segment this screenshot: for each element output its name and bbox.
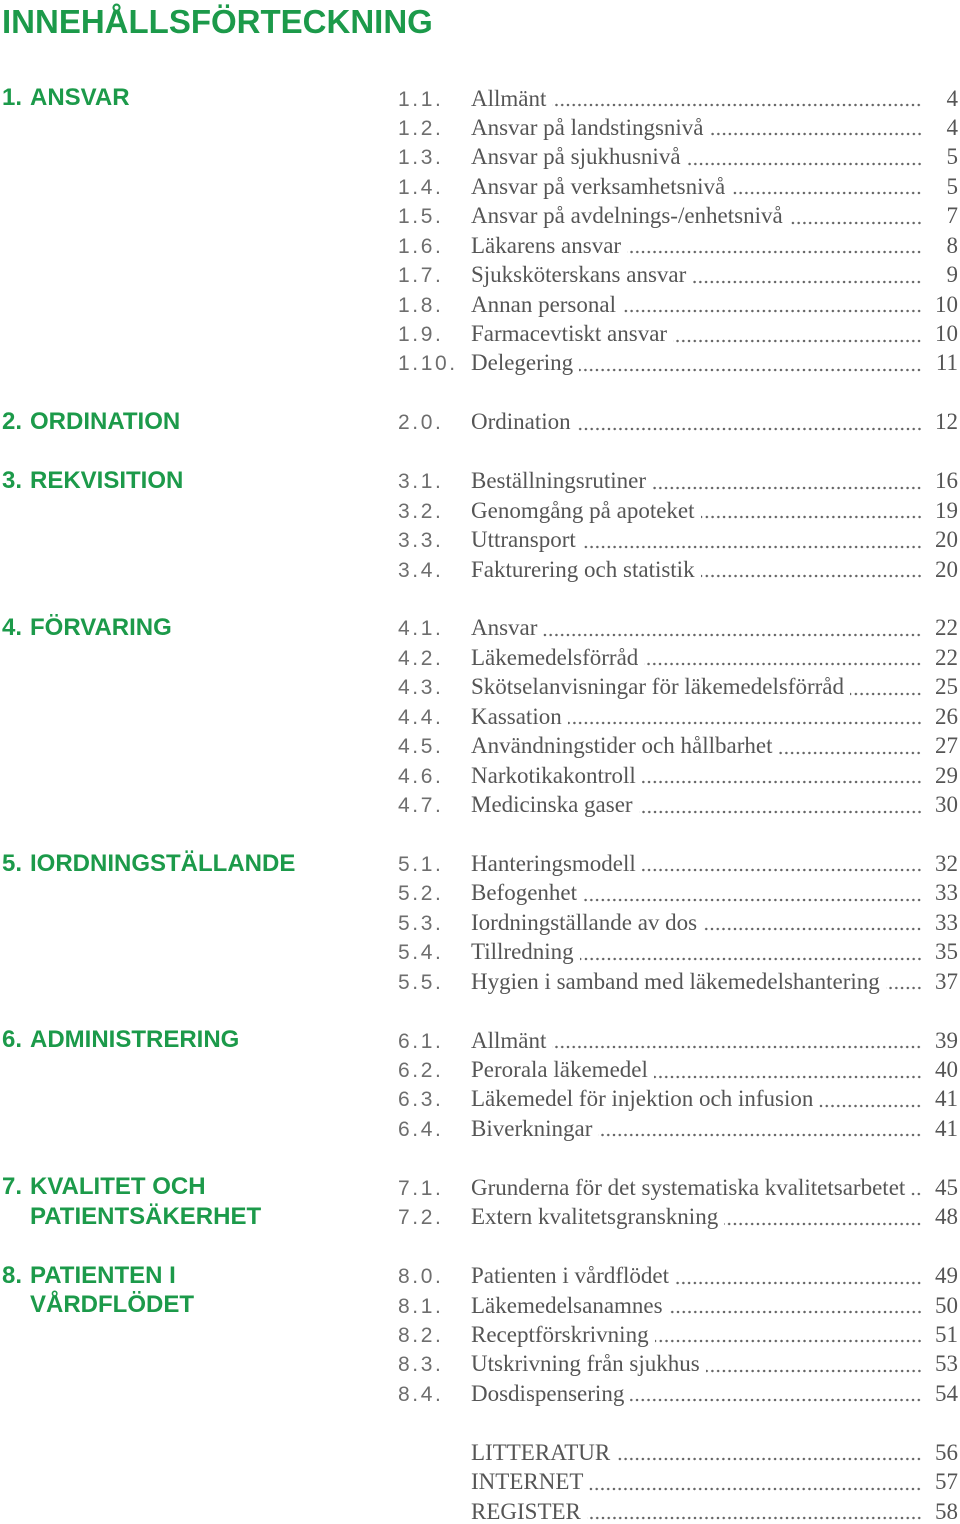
toc-entry [398, 497, 958, 523]
section-title [30, 1261, 194, 1320]
toc-entry [398, 909, 958, 935]
toc-section [0, 466, 960, 582]
page-number: 20 [935, 556, 958, 582]
entry-number: 7.2. [398, 1206, 444, 1230]
toc-entry [398, 1115, 958, 1141]
section-heading [2, 407, 180, 436]
page-number: 5 [946, 173, 958, 199]
entry-title: Iordningställande av dos [471, 909, 698, 935]
page-number: 27 [935, 733, 958, 759]
page-number: 19 [935, 497, 958, 523]
toc-section [0, 84, 960, 376]
entry-title: Hanteringsmodell [471, 850, 636, 876]
entry-number: 6.4. [398, 1117, 444, 1141]
toc-entry [398, 1027, 958, 1053]
page-number: 54 [935, 1380, 958, 1406]
page-number: 11 [935, 350, 958, 376]
dot-leader [552, 88, 922, 110]
page-number: 32 [935, 850, 958, 876]
toc-entry [398, 1265, 958, 1287]
page-number: 39 [935, 1027, 958, 1053]
dot-leader [577, 411, 922, 433]
section-number: 3. [2, 466, 23, 494]
section-title-line: ADMINISTRERING [30, 1026, 240, 1054]
entry-number: 5.1. [398, 852, 444, 876]
toc-entry [398, 352, 958, 374]
entry-title: Perorala läkemedel [471, 1057, 648, 1083]
page-number: 51 [935, 1321, 958, 1347]
section-title-line: KVALITET OCH [30, 1173, 206, 1201]
toc-entry [398, 941, 958, 963]
page-number: 20 [935, 527, 958, 553]
dot-leader [552, 1030, 922, 1052]
section-title-line: IORDNINGSTÄLLANDE [30, 849, 296, 877]
page-number: 4 [946, 85, 958, 111]
section-heading [2, 1172, 261, 1231]
entry-title: Läkemedelsanamnes [471, 1292, 663, 1318]
entry-title: Dosdispensering [471, 1380, 625, 1406]
dot-leader [598, 1118, 922, 1140]
page-number: 12 [935, 409, 958, 435]
toc-section [0, 408, 960, 436]
dot-leader [701, 559, 922, 581]
dot-leader [568, 706, 922, 728]
page-number: 4 [946, 114, 958, 140]
section-number: 8. [2, 1261, 23, 1289]
entry-title: Befogenhet [471, 880, 578, 906]
page-number: 25 [935, 674, 958, 700]
dot-leader [706, 1353, 922, 1375]
entry-number: 3.2. [398, 499, 444, 523]
entry-title: Utskrivning från sjukhus [471, 1351, 700, 1377]
entry-number: 7.1. [398, 1176, 444, 1200]
toc-entry [398, 617, 958, 639]
toc-entry [398, 264, 958, 286]
entry-title: Hygien i samband med läkemedelshantering [471, 968, 880, 994]
page-number: 22 [935, 644, 958, 670]
dot-leader [673, 323, 922, 345]
toc-entry [398, 1059, 958, 1081]
dot-leader [652, 470, 922, 492]
page-number: 37 [935, 968, 958, 994]
entry-title: Farmacevtiskt ansvar [471, 321, 668, 346]
entry-number: 5.3. [398, 911, 444, 935]
page-number: 33 [935, 880, 958, 906]
page-number: 56 [935, 1439, 958, 1465]
toc-entry [398, 735, 958, 757]
entry-title: Kassation [471, 703, 562, 729]
page-number: 35 [935, 939, 958, 965]
entry-number: 8.4. [398, 1382, 444, 1406]
toc-entry [398, 1321, 958, 1347]
entry-number: 6.1. [398, 1029, 444, 1053]
entry-number: 8.3. [398, 1353, 444, 1377]
entry-title: Fakturering och statistik [471, 556, 695, 582]
section-title [30, 1172, 261, 1231]
entry-title: Beställningsrutiner [471, 468, 647, 494]
dot-leader [911, 1177, 922, 1199]
dot-leader [850, 676, 922, 698]
entry-number: 8.2. [398, 1323, 444, 1347]
entry-number: 3.4. [398, 558, 444, 582]
dot-leader [731, 176, 922, 198]
section-title [30, 407, 180, 436]
toc-entry [398, 1174, 958, 1200]
dot-leader [701, 500, 922, 522]
entry-number: 1.5. [398, 205, 444, 229]
dot-leader [642, 765, 922, 787]
page-number: 29 [935, 762, 958, 788]
entry-title: Skötselanvisningar för läkemedelsförråd [471, 674, 844, 700]
toc-section [0, 1261, 960, 1406]
dot-leader [687, 146, 922, 168]
page-number: 49 [935, 1263, 958, 1289]
entry-number: 1.4. [398, 175, 444, 199]
page-number: 45 [935, 1174, 958, 1200]
entry-title: Annan personal [471, 291, 616, 317]
dot-leader [710, 117, 922, 139]
toc-entry [398, 882, 958, 904]
entry-number: 1.1. [398, 87, 444, 111]
page-number: 9 [946, 262, 958, 288]
entry-title: LITTERATUR [471, 1439, 611, 1465]
dot-leader [543, 617, 922, 639]
section-heading [2, 849, 295, 878]
entry-title: Allmänt [471, 1027, 547, 1053]
entry-title: Ansvar på sjukhusnivå [471, 144, 681, 170]
toc-entry [398, 1439, 958, 1465]
entry-title: Ansvar [471, 615, 538, 641]
back-matter [0, 1439, 960, 1524]
section-title [30, 83, 130, 112]
entry-number: 6.3. [398, 1088, 444, 1112]
dot-leader [583, 882, 922, 904]
toc-section [0, 614, 960, 818]
toc-entry [398, 703, 958, 729]
dot-leader [642, 853, 922, 875]
toc-entry [398, 644, 958, 670]
section-title-line: ORDINATION [30, 408, 181, 436]
section-number: 2. [2, 408, 23, 436]
section-number: 4. [2, 614, 23, 642]
section-title [30, 1025, 239, 1054]
page-number: 57 [935, 1469, 958, 1495]
entry-number: 1.3. [398, 146, 444, 170]
toc-entry [398, 529, 958, 551]
entry-title: INTERNET [471, 1469, 584, 1495]
toc-entry [398, 146, 958, 168]
entry-title: Användningstider och hållbarhet [471, 733, 773, 759]
page-title: INNEHÅLLSFÖRTECKNING [2, 3, 433, 40]
section-title-line: REKVISITION [30, 466, 184, 494]
entry-title: Narkotikakontroll [471, 762, 636, 788]
toc-entry [398, 323, 958, 345]
section-title-line: PATIENTEN I [30, 1261, 176, 1289]
entry-number: 1.10. [398, 352, 458, 376]
toc-entry [398, 114, 958, 140]
page-number: 48 [935, 1204, 958, 1230]
dot-leader [579, 352, 922, 374]
dot-leader [703, 912, 922, 934]
entry-number: 8.1. [398, 1294, 444, 1318]
entry-number: 4.2. [398, 646, 444, 670]
dot-leader [644, 647, 922, 669]
dot-leader [692, 264, 922, 286]
entry-title: Läkemedel för injektion och infusion [471, 1086, 814, 1112]
dot-leader [630, 1383, 922, 1405]
table-of-contents [0, 84, 960, 1524]
page-number: 30 [935, 792, 958, 818]
section-heading [2, 613, 172, 642]
section-title-line: VÅRDFLÖDET [30, 1291, 194, 1319]
section-title-line: PATIENTSÄKERHET [30, 1202, 262, 1230]
page-number: 33 [935, 909, 958, 935]
entry-number: 6.2. [398, 1059, 444, 1083]
page-number: 10 [935, 321, 958, 346]
page-number: 41 [935, 1086, 958, 1112]
toc-entry [398, 794, 958, 816]
entry-title: Ordination [471, 409, 571, 435]
dot-leader [724, 1206, 922, 1228]
dot-leader [778, 735, 922, 757]
dot-leader [587, 1501, 922, 1523]
toc-entry [398, 411, 958, 433]
entry-title: Genomgång på apoteket [471, 497, 695, 523]
entry-number: 1.8. [398, 293, 444, 317]
dot-leader [627, 235, 922, 257]
toc-entry [398, 470, 958, 492]
entry-title: Delegering [471, 350, 574, 376]
dot-leader [654, 1059, 922, 1081]
section-title-line: FÖRVARING [30, 614, 172, 642]
page-number: 8 [946, 232, 958, 258]
toc-entry [398, 85, 958, 111]
section-heading [2, 1025, 239, 1054]
section-number: 6. [2, 1026, 23, 1054]
page-number: 5 [946, 144, 958, 170]
entry-title: Grunderna för det systematiska kvalitetsarbetet [471, 1174, 906, 1200]
toc-section [0, 849, 960, 994]
toc-entry [398, 1498, 958, 1524]
entry-title: Uttransport [471, 527, 576, 553]
entry-title: Extern kvalitetsgranskning [471, 1204, 719, 1230]
page-number: 16 [935, 468, 958, 494]
toc-entry [398, 205, 958, 227]
entry-number: 5.2. [398, 882, 444, 906]
section-title [30, 466, 183, 495]
page-number: 40 [935, 1057, 958, 1083]
entry-title: REGISTER [471, 1498, 581, 1524]
section-number: 1. [2, 84, 23, 112]
toc-entry [398, 676, 958, 698]
entry-number: 5.4. [398, 941, 444, 965]
toc-entry [398, 1471, 958, 1493]
toc-entry [398, 762, 958, 788]
dot-leader [675, 1265, 922, 1287]
section-heading [2, 466, 183, 495]
toc-entry [398, 1206, 958, 1228]
section-title-line: ANSVAR [30, 84, 130, 112]
section-number: 7. [2, 1173, 23, 1201]
page-number: 58 [935, 1498, 958, 1524]
dot-leader [886, 971, 922, 993]
entry-title: Biverkningar [471, 1115, 593, 1141]
toc-entry [398, 1380, 958, 1406]
dot-leader [589, 1471, 922, 1493]
entry-title: Patienten i vårdflödet [471, 1263, 669, 1289]
dot-leader [580, 941, 922, 963]
page-number: 50 [935, 1292, 958, 1318]
entry-number: 4.5. [398, 735, 444, 759]
section-heading [2, 83, 130, 112]
toc-entry [398, 1292, 958, 1318]
toc-entry [398, 850, 958, 876]
section-title [30, 613, 172, 642]
entry-title: Allmänt [471, 85, 547, 111]
entry-title: Tillredning [471, 939, 574, 965]
entry-number: 4.3. [398, 676, 444, 700]
entry-number: 3.1. [398, 470, 444, 494]
toc-entry [398, 232, 958, 258]
page-number: 7 [946, 203, 958, 229]
page-number: 10 [935, 291, 958, 317]
dot-leader [582, 529, 922, 551]
dot-leader [819, 1088, 922, 1110]
page-number: 26 [935, 703, 958, 729]
entry-number: 4.4. [398, 705, 444, 729]
dot-leader [616, 1442, 922, 1464]
entry-number: 1.7. [398, 264, 444, 288]
page-number: 41 [935, 1115, 958, 1141]
dot-leader [789, 205, 922, 227]
dot-leader [655, 1324, 922, 1346]
entry-number: 1.6. [398, 234, 444, 258]
toc-entry [398, 291, 958, 317]
entry-number: 8.0. [398, 1265, 444, 1289]
dot-leader [622, 294, 922, 316]
entry-title: Sjuksköterskans ansvar [471, 262, 687, 288]
toc-entry [398, 173, 958, 199]
entry-number: 4.1. [398, 617, 444, 641]
entry-title: Ansvar på avdelnings-/enhetsnivå [471, 203, 783, 229]
toc-section [0, 1026, 960, 1141]
entry-title: Ansvar på verksamhetsnivå [471, 173, 726, 199]
entry-title: Läkemedelsförråd [471, 644, 639, 670]
entry-number: 4.7. [398, 794, 444, 818]
entry-number: 2.0. [398, 411, 444, 435]
section-title [30, 849, 295, 878]
toc-section [0, 1173, 960, 1230]
entry-number: 5.5. [398, 970, 444, 994]
toc-entry [398, 1353, 958, 1375]
dot-leader [669, 1295, 922, 1317]
entry-number: 1.2. [398, 116, 444, 140]
entry-number: 1.9. [398, 323, 444, 346]
toc-entry [398, 556, 958, 582]
section-number: 5. [2, 849, 23, 877]
entry-title: Medicinska gaser [471, 792, 633, 818]
toc-entry [398, 1088, 958, 1110]
toc-entry [398, 968, 958, 994]
page-number: 22 [935, 615, 958, 641]
entry-title: Ansvar på landstingsnivå [471, 114, 704, 140]
entry-number: 3.3. [398, 529, 444, 553]
entry-title: Receptförskrivning [471, 1321, 649, 1347]
entry-number: 4.6. [398, 764, 444, 788]
entry-title: Läkarens ansvar [471, 232, 622, 258]
page-number: 53 [935, 1351, 958, 1377]
section-heading [2, 1261, 194, 1320]
dot-leader [639, 794, 922, 816]
